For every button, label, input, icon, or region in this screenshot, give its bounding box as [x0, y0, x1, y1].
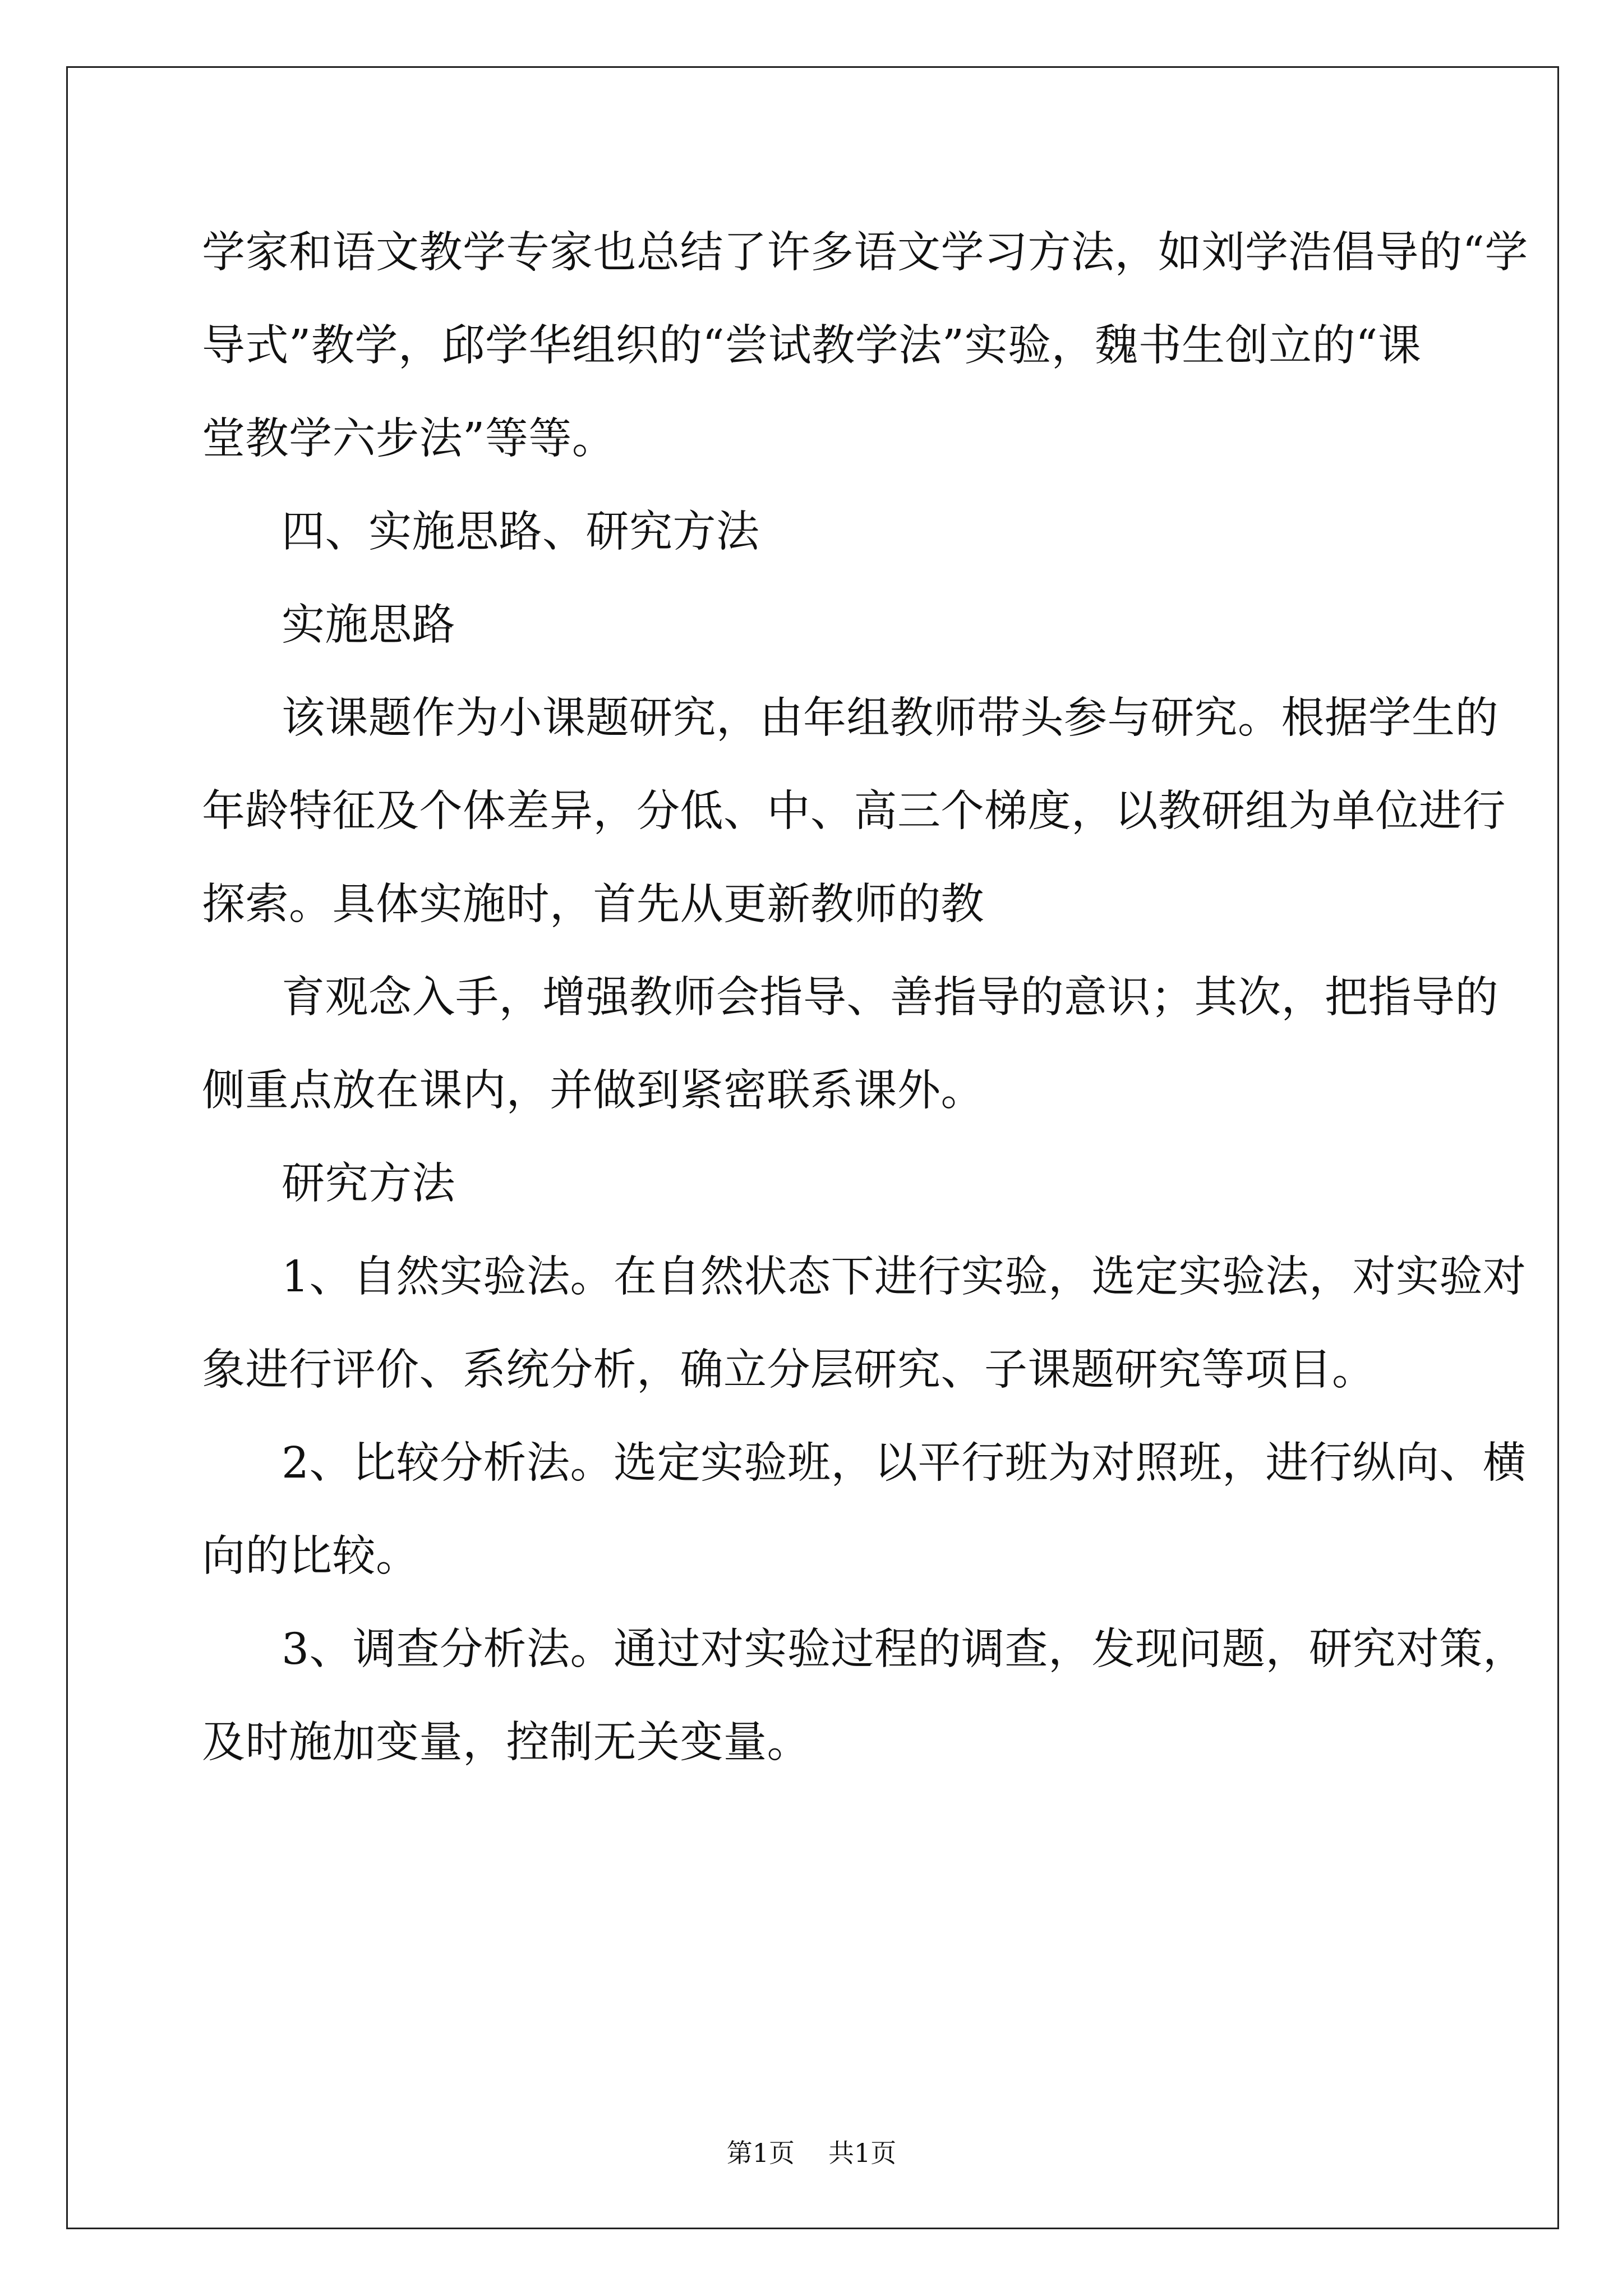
text-line: 探索。具体实施时，首先从更新教师的教: [202, 880, 984, 930]
section-heading: 四、实施思路、研究方法: [282, 507, 760, 557]
text-line: 育观念入手，增强教师会指导、善指导的意识；其次，把指导的: [282, 973, 1498, 1023]
text-line: 向的比较。: [202, 1531, 419, 1581]
text-line: 导式”教学，邱学华组织的“尝试教学法”实验，魏书生创立的“课: [202, 321, 1422, 371]
text-line: 该课题作为小课题研究，由年组教师带头参与研究。根据学生的: [282, 693, 1498, 743]
page-number-current: 第1页: [726, 2138, 795, 2168]
page-number-total: 共1页: [828, 2138, 897, 2168]
list-item: 1、自然实验法。在自然状态下进行实验，选定实验法，对实验对: [282, 1252, 1527, 1302]
text-line: 学家和语文教学专家也总结了许多语文学习方法，如刘学浩倡导的“学: [202, 228, 1528, 278]
text-line: 侧重点放在课内，并做到紧密联系课外。: [202, 1066, 984, 1116]
subsection-heading: 实施思路: [282, 600, 455, 650]
document-body: [202, 206, 1528, 1789]
text-line: 象进行评价、系统分析，确立分层研究、子课题研究等项目。: [202, 1345, 1376, 1395]
text-line: 堂教学六步法”等等。: [202, 414, 616, 464]
page-footer: [0, 2136, 1623, 2170]
list-item: 2、比较分析法。选定实验班，以平行班为对照班，进行纵向、横: [282, 1438, 1527, 1488]
subsection-heading: 研究方法: [282, 1159, 455, 1209]
text-line: 年龄特征及个体差异，分低、中、高三个梯度，以教研组为单位进行: [202, 786, 1506, 836]
list-item: 3、调查分析法。通过对实验过程的调查，发现问题，研究对策，: [282, 1625, 1527, 1674]
text-line: 及时施加变量，控制无关变量。: [202, 1718, 810, 1768]
